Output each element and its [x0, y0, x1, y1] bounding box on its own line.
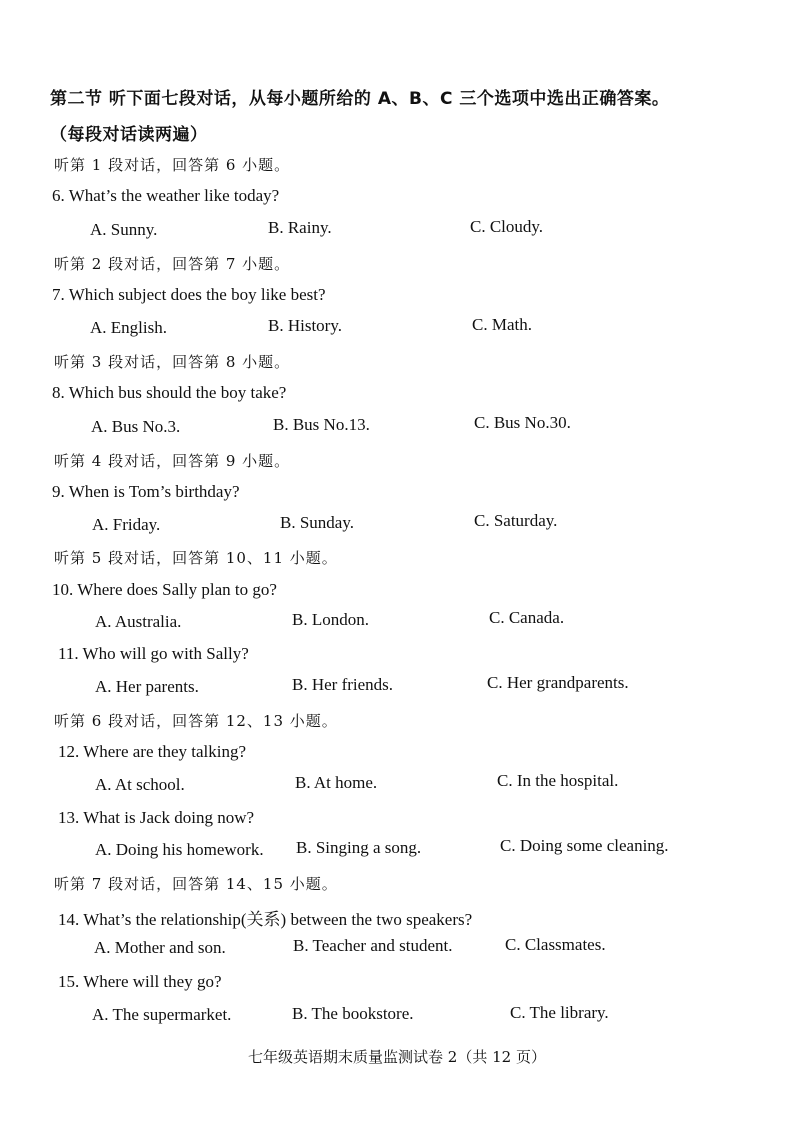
question-6: 6. What’s the weather like today? — [52, 186, 280, 205]
option-b: B. Teacher and student. — [293, 936, 453, 955]
question-8: 8. Which bus should the boy take? — [52, 383, 287, 402]
option-c: C. Bus No.30. — [474, 413, 571, 432]
option-a: A. Mother and son. — [94, 938, 226, 957]
dialogue-prompt: 听第 7 段对话，回答第 14、15 小题。 — [54, 875, 338, 893]
option-c: C. Math. — [472, 315, 532, 334]
option-a: A. The supermarket. — [92, 1005, 232, 1024]
dialogue-prompt: 听第 4 段对话，回答第 9 小题。 — [54, 452, 291, 470]
section-note: （每段对话读两遍） — [50, 125, 208, 145]
option-a: A. Her parents. — [95, 677, 199, 696]
question-11: 11. Who will go with Sally? — [58, 644, 249, 663]
question-7: 7. Which subject does the boy like best? — [52, 285, 326, 304]
dialogue-prompt: 听第 3 段对话，回答第 8 小题。 — [54, 353, 291, 371]
option-a: A. Friday. — [92, 515, 161, 534]
question-15: 15. Where will they go? — [58, 972, 222, 991]
dialogue-prompt: 听第 6 段对话，回答第 12、13 小题。 — [54, 712, 338, 730]
page-footer: 七年级英语期末质量监测试卷 2（共 12 页） — [248, 1048, 546, 1066]
option-b: B. Her friends. — [292, 675, 394, 694]
option-c: C. Cloudy. — [470, 217, 544, 236]
dialogue-prompt: 听第 1 段对话，回答第 6 小题。 — [54, 156, 291, 174]
option-a: A. Bus No.3. — [91, 417, 181, 436]
question-14: 14. What’s the relationship(关系) between the two speakers? — [58, 910, 473, 929]
option-b: B. Rainy. — [268, 218, 332, 237]
question-9: 9. When is Tom’s birthday? — [52, 482, 240, 501]
option-a: A. At school. — [95, 775, 185, 794]
option-c: C. In the hospital. — [497, 771, 619, 790]
option-b: B. Bus No.13. — [273, 415, 370, 434]
option-b: B. Singing a song. — [296, 838, 422, 857]
option-c: C. Canada. — [489, 608, 565, 627]
option-b: B. Sunday. — [280, 513, 354, 532]
option-a: A. English. — [90, 318, 167, 337]
option-b: B. London. — [292, 610, 369, 629]
section-title: 第二节 听下面七段对话，从每小题所给的 A、B、C 三个选项中选出正确答案。 — [50, 89, 670, 109]
option-b: B. At home. — [295, 773, 378, 792]
question-13: 13. What is Jack doing now? — [58, 808, 255, 827]
option-a: A. Sunny. — [90, 220, 158, 239]
dialogue-prompt: 听第 2 段对话，回答第 7 小题。 — [54, 255, 291, 273]
option-c: C. The library. — [510, 1003, 609, 1022]
option-c: C. Classmates. — [505, 935, 606, 954]
dialogue-prompt: 听第 5 段对话，回答第 10、11 小题。 — [54, 549, 338, 567]
option-c: C. Saturday. — [474, 511, 558, 530]
option-c: C. Doing some cleaning. — [500, 836, 669, 855]
option-a: A. Doing his homework. — [95, 840, 264, 859]
option-b: B. History. — [268, 316, 342, 335]
option-a: A. Australia. — [95, 612, 182, 631]
question-12: 12. Where are they talking? — [58, 742, 247, 761]
option-c: C. Her grandparents. — [487, 673, 629, 692]
option-b: B. The bookstore. — [292, 1004, 414, 1023]
question-10: 10. Where does Sally plan to go? — [52, 580, 277, 599]
